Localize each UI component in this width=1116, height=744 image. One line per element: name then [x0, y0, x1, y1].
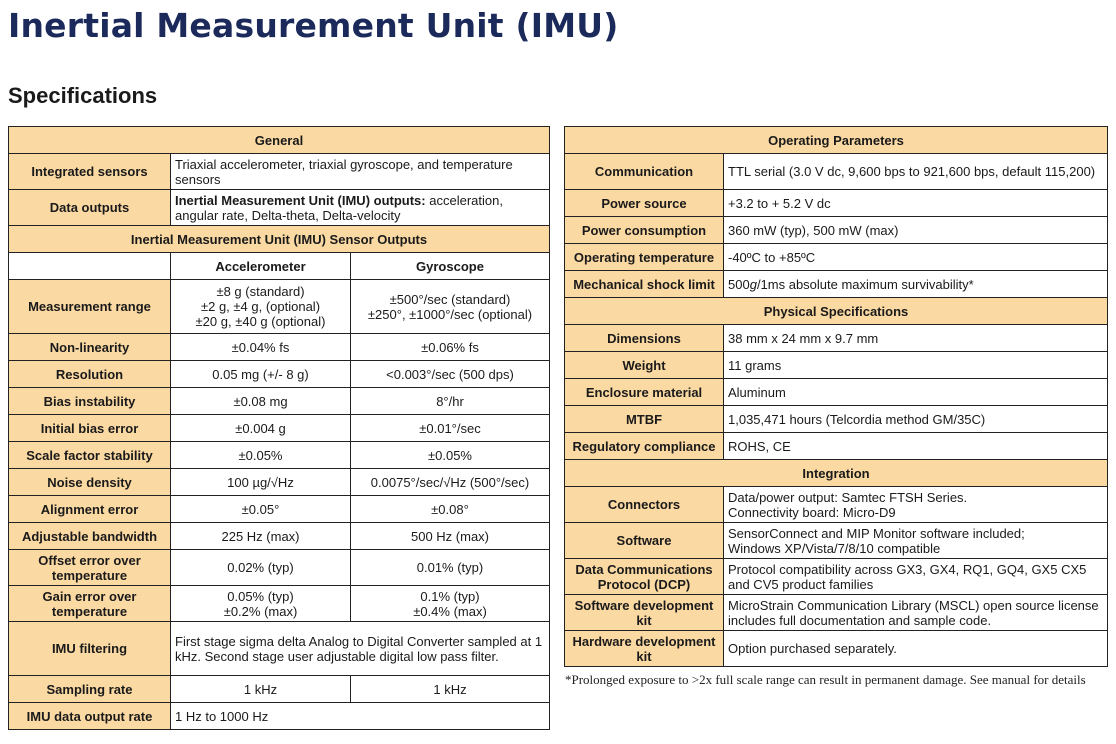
row-label: Bias instability — [9, 388, 171, 415]
section-header-general: General — [9, 127, 550, 154]
row-value: Aluminum — [724, 379, 1108, 406]
value-data-outputs — [171, 190, 550, 226]
gyro-value: 8°/hr — [351, 388, 550, 415]
row-value: Protocol compatibility across GX3, GX4, RQ1, GQ4, GX5 CX5 and CV5 product families — [724, 559, 1108, 595]
row-label: Non-linearity — [9, 334, 171, 361]
accel-value: ±0.04% fs — [171, 334, 351, 361]
row-label: Noise density — [9, 469, 171, 496]
value-integrated-sensors: Triaxial accelerometer, triaxial gyroscope, and temperature sensors — [171, 154, 550, 190]
row-value: SensorConnect and MIP Monitor software included; Windows XP/Vista/7/8/10 compatible — [724, 523, 1108, 559]
accel-value: ±0.05% — [171, 442, 351, 469]
value-output-rate: 1 Hz to 1000 Hz — [171, 703, 550, 730]
accel-value: ±0.08 mg — [171, 388, 351, 415]
footnote: *Prolonged exposure to >2x full scale range can result in permanent damage. See manual for details — [565, 672, 1086, 687]
row-value: 11 grams — [724, 352, 1108, 379]
row-label-output-rate: IMU data output rate — [9, 703, 171, 730]
row-label: Weight — [565, 352, 724, 379]
row-value: Option purchased separately. — [724, 631, 1108, 667]
row-label-shock-limit: Mechanical shock limit — [565, 271, 724, 298]
row-label: Adjustable bandwidth — [9, 523, 171, 550]
row-label-imu-filtering: IMU filtering — [9, 622, 171, 676]
section-header-physical: Physical Specifications — [565, 298, 1108, 325]
row-label: Alignment error — [9, 496, 171, 523]
accel-value: 1 kHz — [171, 676, 351, 703]
page-title: Inertial Measurement Unit (IMU) — [8, 6, 619, 45]
row-value: Data/power output: Samtec FTSH Series. Connectivity board: Micro-D9 — [724, 487, 1108, 523]
row-value: 38 mm x 24 mm x 9.7 mm — [724, 325, 1108, 352]
gyro-value: 0.0075°/sec/√Hz (500°/sec) — [351, 469, 550, 496]
row-label: Offset error over temperature — [9, 550, 171, 586]
gyro-value: 1 kHz — [351, 676, 550, 703]
data-outputs-bold-text: Inertial Measurement Unit (IMU) outputs: — [175, 192, 426, 208]
gyro-value: ±0.08° — [351, 496, 550, 523]
row-value: -40ºC to +85ºC — [724, 244, 1108, 271]
gyro-value: ±0.05% — [351, 442, 550, 469]
gyro-value: <0.003°/sec (500 dps) — [351, 361, 550, 388]
section-header-integration: Integration — [565, 460, 1108, 487]
row-label: Software development kit — [565, 595, 724, 631]
row-label: Initial bias error — [9, 415, 171, 442]
row-label: Resolution — [9, 361, 171, 388]
row-label: Data Communications Protocol (DCP) — [565, 559, 724, 595]
row-label: MTBF — [565, 406, 724, 433]
row-label: Dimensions — [565, 325, 724, 352]
accel-value: ±0.05° — [171, 496, 351, 523]
row-label: Communication — [565, 154, 724, 190]
gyro-value: 0.01% (typ) — [351, 550, 550, 586]
section-header-operating: Operating Parameters — [565, 127, 1108, 154]
row-value: +3.2 to + 5.2 V dc — [724, 190, 1108, 217]
row-label-integrated-sensors: Integrated sensors — [9, 154, 171, 190]
row-label: Scale factor stability — [9, 442, 171, 469]
general-spec-table — [8, 126, 550, 730]
row-label: Hardware development kit — [565, 631, 724, 667]
row-label: Connectors — [565, 487, 724, 523]
accel-value: 0.02% (typ) — [171, 550, 351, 586]
blank-header-cell — [9, 253, 171, 280]
shock-unit: g — [749, 276, 757, 292]
gyro-value: ±0.06% fs — [351, 334, 550, 361]
row-label: Power consumption — [565, 217, 724, 244]
accel-value: 100 µg/√Hz — [171, 469, 351, 496]
value-shock-limit — [724, 271, 1108, 298]
data-outputs-text: acceleration, angular rate, Delta-theta, Delta-velocity — [175, 192, 503, 223]
row-label: Operating temperature — [565, 244, 724, 271]
row-label: Software — [565, 523, 724, 559]
accel-value: 0.05 mg (+/- 8 g) — [171, 361, 351, 388]
column-header-gyroscope: Gyroscope — [351, 253, 550, 280]
operating-spec-table — [564, 126, 1108, 667]
gyro-value: ±500°/sec (standard) ±250°, ±1000°/sec (optional) — [351, 280, 550, 334]
section-header-imu-outputs: Inertial Measurement Unit (IMU) Sensor Outputs — [9, 226, 550, 253]
gyro-value: 500 Hz (max) — [351, 523, 550, 550]
shock-text: /1ms absolute maximum survivability* — [756, 276, 974, 292]
section-heading-specifications: Specifications — [8, 83, 158, 108]
accel-value: ±0.004 g — [171, 415, 351, 442]
row-label-sampling-rate: Sampling rate — [9, 676, 171, 703]
row-value: MicroStrain Communication Library (MSCL) open source license includes full documentation and sample code. — [724, 595, 1108, 631]
shock-number: 500 — [728, 276, 750, 292]
row-value: 1,035,471 hours (Telcordia method GM/35C) — [724, 406, 1108, 433]
gyro-value: 0.1% (typ) ±0.4% (max) — [351, 586, 550, 622]
row-label: Measurement range — [9, 280, 171, 334]
gyro-value: ±0.01°/sec — [351, 415, 550, 442]
column-header-accelerometer: Accelerometer — [171, 253, 351, 280]
row-value: 360 mW (typ), 500 mW (max) — [724, 217, 1108, 244]
row-label-data-outputs: Data outputs — [9, 190, 171, 226]
row-value: TTL serial (3.0 V dc, 9,600 bps to 921,600 bps, default 115,200) — [724, 154, 1108, 190]
accel-value: ±8 g (standard) ±2 g, ±4 g, (optional) ±20 g, ±40 g (optional) — [171, 280, 351, 334]
row-label: Gain error over temperature — [9, 586, 171, 622]
row-label: Power source — [565, 190, 724, 217]
row-value: ROHS, CE — [724, 433, 1108, 460]
value-imu-filtering: First stage sigma delta Analog to Digital Converter sampled at 1 kHz. Second stage user adjustable digital low pass filter. — [171, 622, 550, 676]
row-label: Regulatory compliance — [565, 433, 724, 460]
accel-value: 225 Hz (max) — [171, 523, 351, 550]
accel-value: 0.05% (typ) ±0.2% (max) — [171, 586, 351, 622]
row-label: Enclosure material — [565, 379, 724, 406]
